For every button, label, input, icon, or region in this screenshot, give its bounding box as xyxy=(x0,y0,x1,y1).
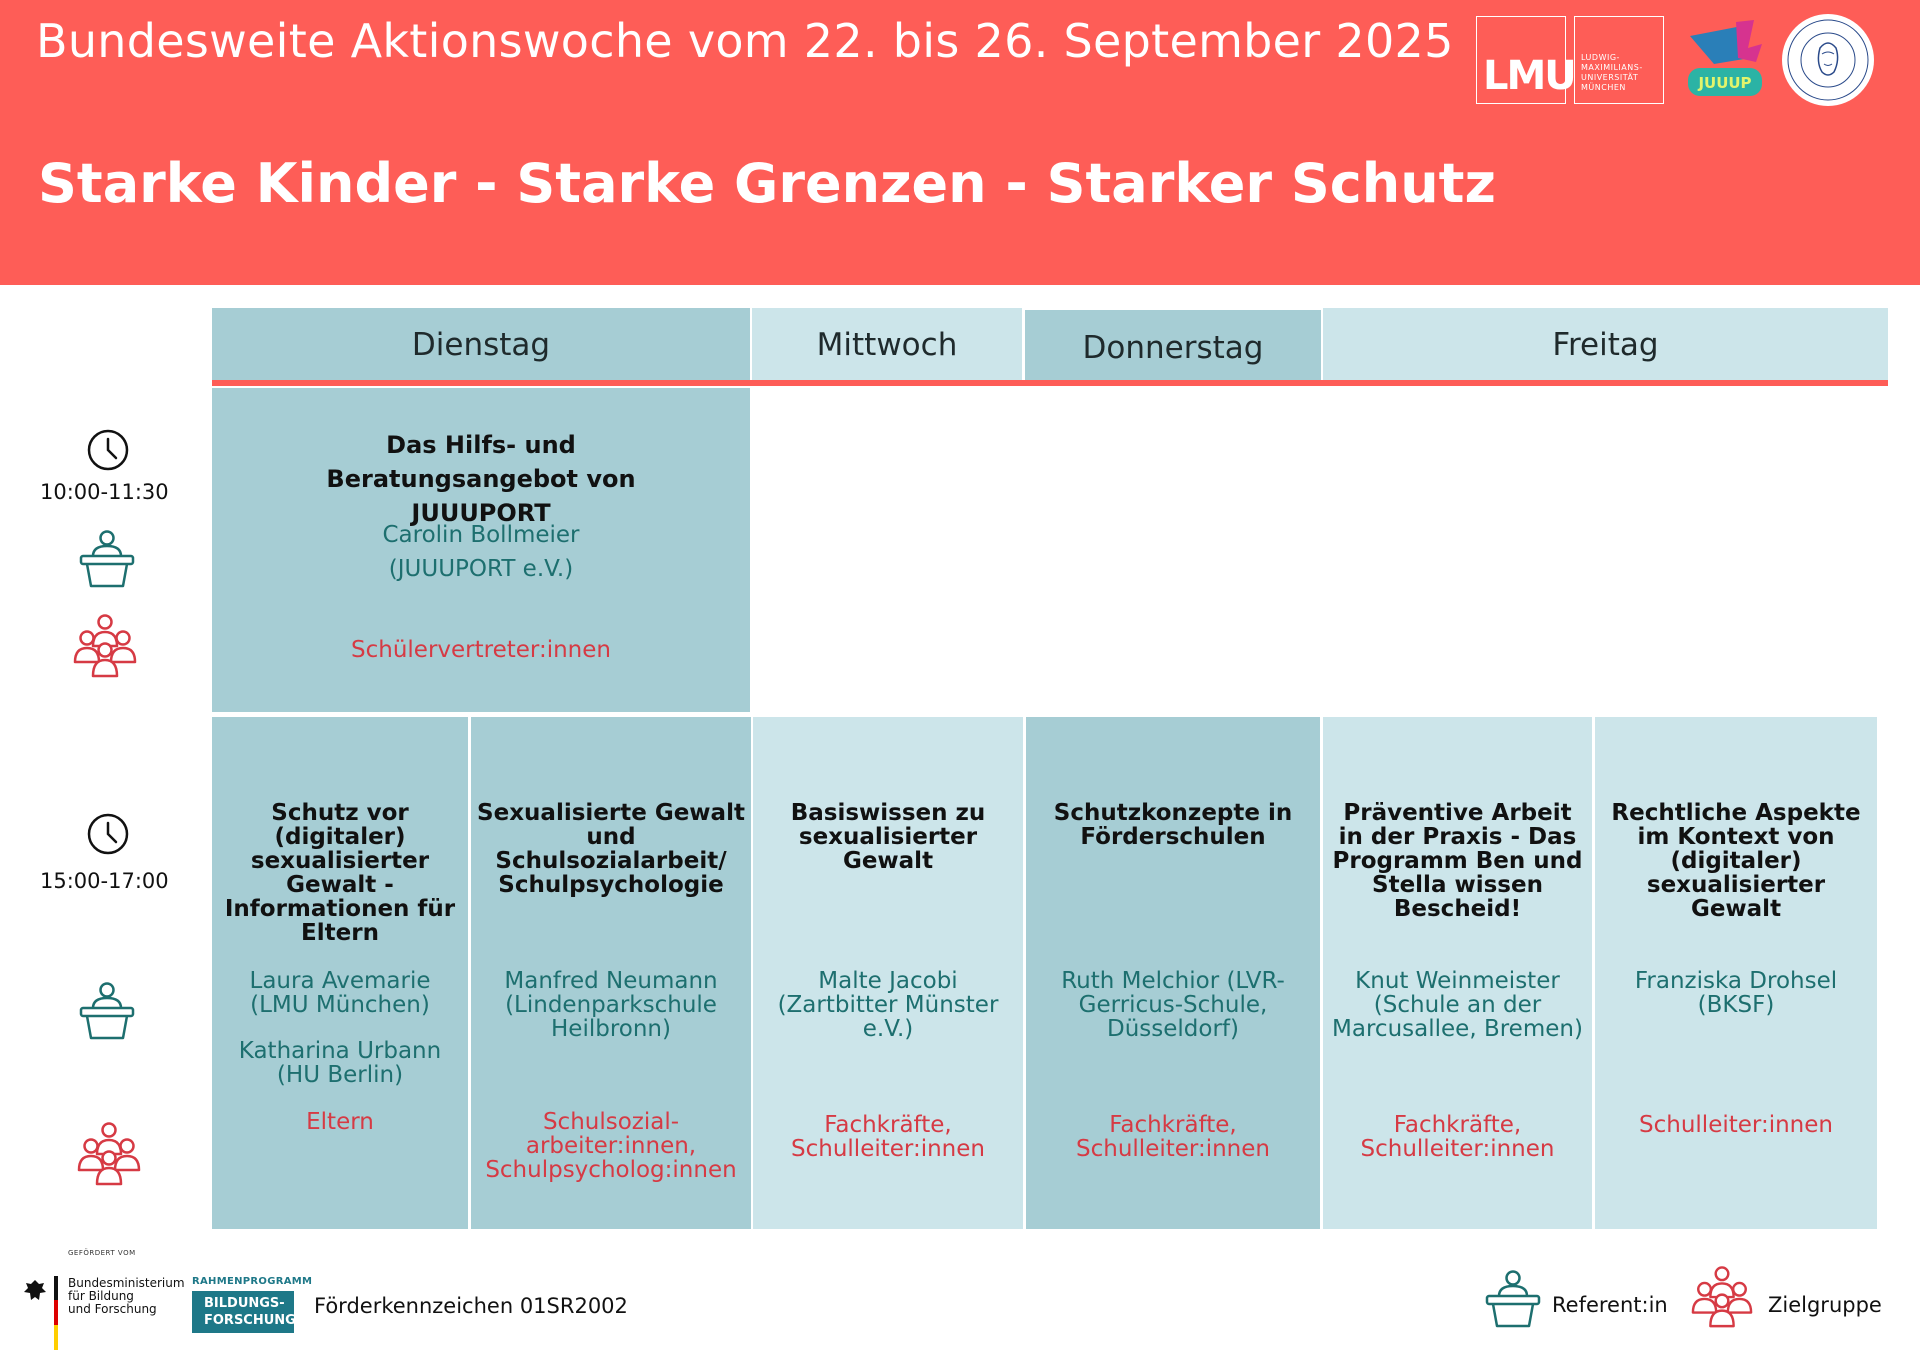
session-target-group: Schulleiter:innen xyxy=(1639,1112,1833,1138)
bildungsforschung-logo xyxy=(192,1291,294,1333)
session-target-group: Fachkräfte, Schulleiter:innen xyxy=(1076,1112,1270,1162)
audience-group-icon xyxy=(76,1122,142,1188)
lmu-logo xyxy=(1476,16,1575,104)
session-title: Basiswissen zu sexualisierter Gewalt xyxy=(790,800,986,874)
day-header-freitag: Freitag xyxy=(1323,308,1888,382)
legend-target-label: Zielgruppe xyxy=(1768,1293,1882,1317)
german-flag-stripe xyxy=(54,1276,58,1350)
page-title: Starke Kinder - Starke Grenzen - Starker Schutz xyxy=(38,152,1496,215)
audience-group-icon xyxy=(1690,1266,1754,1330)
morning-session-card xyxy=(212,388,750,712)
time-slot-afternoon: 15:00-17:00 xyxy=(40,869,169,893)
session-title: Schutzkonzepte in Förderschulen xyxy=(1053,800,1293,850)
session-speaker: Katharina Urbann (HU Berlin) xyxy=(238,1038,442,1088)
speaker-name: Carolin Bollmeier xyxy=(382,522,580,548)
session-title: Schutz vor (digitaler) sexualisierter Gewalt - Informationen für Eltern xyxy=(224,800,456,946)
session-target-group: Schulsozial-arbeiter:innen, Schulpsycholog:innen xyxy=(485,1109,737,1183)
clock-icon xyxy=(86,812,130,856)
clock-icon xyxy=(86,428,130,472)
session-speaker: Manfred Neumann (Lindenparkschule Heilbronn) xyxy=(504,968,718,1042)
bildungsforschung-text: BILDUNGS- FORSCHUNG xyxy=(204,1296,296,1328)
program-label: RAHMENPROGRAMM xyxy=(192,1276,313,1287)
session-card-schulsozialarbeit xyxy=(471,717,751,1229)
session-speaker: Knut Weinmeister (Schule an der Marcusallee, Bremen) xyxy=(1332,968,1583,1042)
federal-eagle-icon xyxy=(22,1278,48,1350)
header-divider xyxy=(212,380,1888,386)
session-speaker: Franziska Drohsel (BKSF) xyxy=(1634,968,1838,1018)
day-header-donnerstag: Donnerstag xyxy=(1025,310,1321,386)
session-target-group: Schülervertreter:innen xyxy=(351,637,611,663)
lmu-logo-text: LUDWIG- MAXIMILIANS- UNIVERSITÄT MÜNCHEN xyxy=(1581,53,1643,92)
session-title: Das Hilfs- und Beratungsangebot von JUUUPORT xyxy=(326,431,636,527)
audience-group-icon xyxy=(72,614,138,680)
grant-number: Förderkennzeichen 01SR2002 xyxy=(314,1294,628,1318)
session-target-group: Eltern xyxy=(306,1109,374,1135)
session-speaker xyxy=(212,518,750,586)
session-card-schutzkonzepte xyxy=(1026,717,1320,1229)
session-title: Präventive Arbeit in der Praxis - Das Programm Ben und Stella wissen Bescheid! xyxy=(1332,800,1583,922)
juuuport-logo xyxy=(1680,18,1770,104)
session-title: Rechtliche Aspekte im Kontext von (digitaler) sexualisierter Gewalt xyxy=(1611,800,1861,922)
session-target-group: Fachkräfte, Schulleiter:innen xyxy=(1360,1112,1555,1162)
event-dates: Bundesweite Aktionswoche vom 22. bis 26. September 2025 xyxy=(36,14,1454,68)
funding-notice: GEFÖRDERT VOM xyxy=(68,1249,136,1257)
session-speaker: Ruth Melchior (LVR-Gerricus-Schule, Düsseldorf) xyxy=(1061,968,1285,1042)
session-card-praevention xyxy=(1323,717,1592,1229)
session-card-recht xyxy=(1595,717,1877,1229)
lmu-logo-mark: LMU xyxy=(1483,53,1575,99)
svg-text:JUUUP: JUUUP xyxy=(1698,74,1752,92)
session-card-elternschutz xyxy=(212,717,468,1229)
session-title: Sexualisierte Gewalt und Schulsozialarbeit/ Schulpsychologie xyxy=(477,800,745,898)
legend-speaker-label: Referent:in xyxy=(1552,1293,1668,1317)
day-header-dienstag: Dienstag xyxy=(212,308,750,382)
day-header-mittwoch: Mittwoch xyxy=(752,308,1022,382)
session-card-basiswissen xyxy=(753,717,1023,1229)
session-target-group: Fachkräfte, Schulleiter:innen xyxy=(791,1112,985,1162)
lmu-wordmark xyxy=(1574,16,1664,104)
session-speaker: Malte Jacobi (Zartbitter Münster e.V.) xyxy=(777,968,999,1042)
speaker-podium-icon xyxy=(78,980,136,1040)
session-speaker: Laura Avemarie (LMU München) xyxy=(249,968,431,1018)
speaker-podium-icon xyxy=(1484,1268,1542,1328)
time-slot-morning: 10:00-11:30 xyxy=(40,480,169,504)
humboldt-university-seal xyxy=(1780,12,1876,108)
speaker-podium-icon xyxy=(78,528,136,588)
ministry-name: Bundesministerium für Bildung und Forschung xyxy=(68,1276,185,1316)
speaker-organization: (JUUUPORT e.V.) xyxy=(388,556,574,582)
